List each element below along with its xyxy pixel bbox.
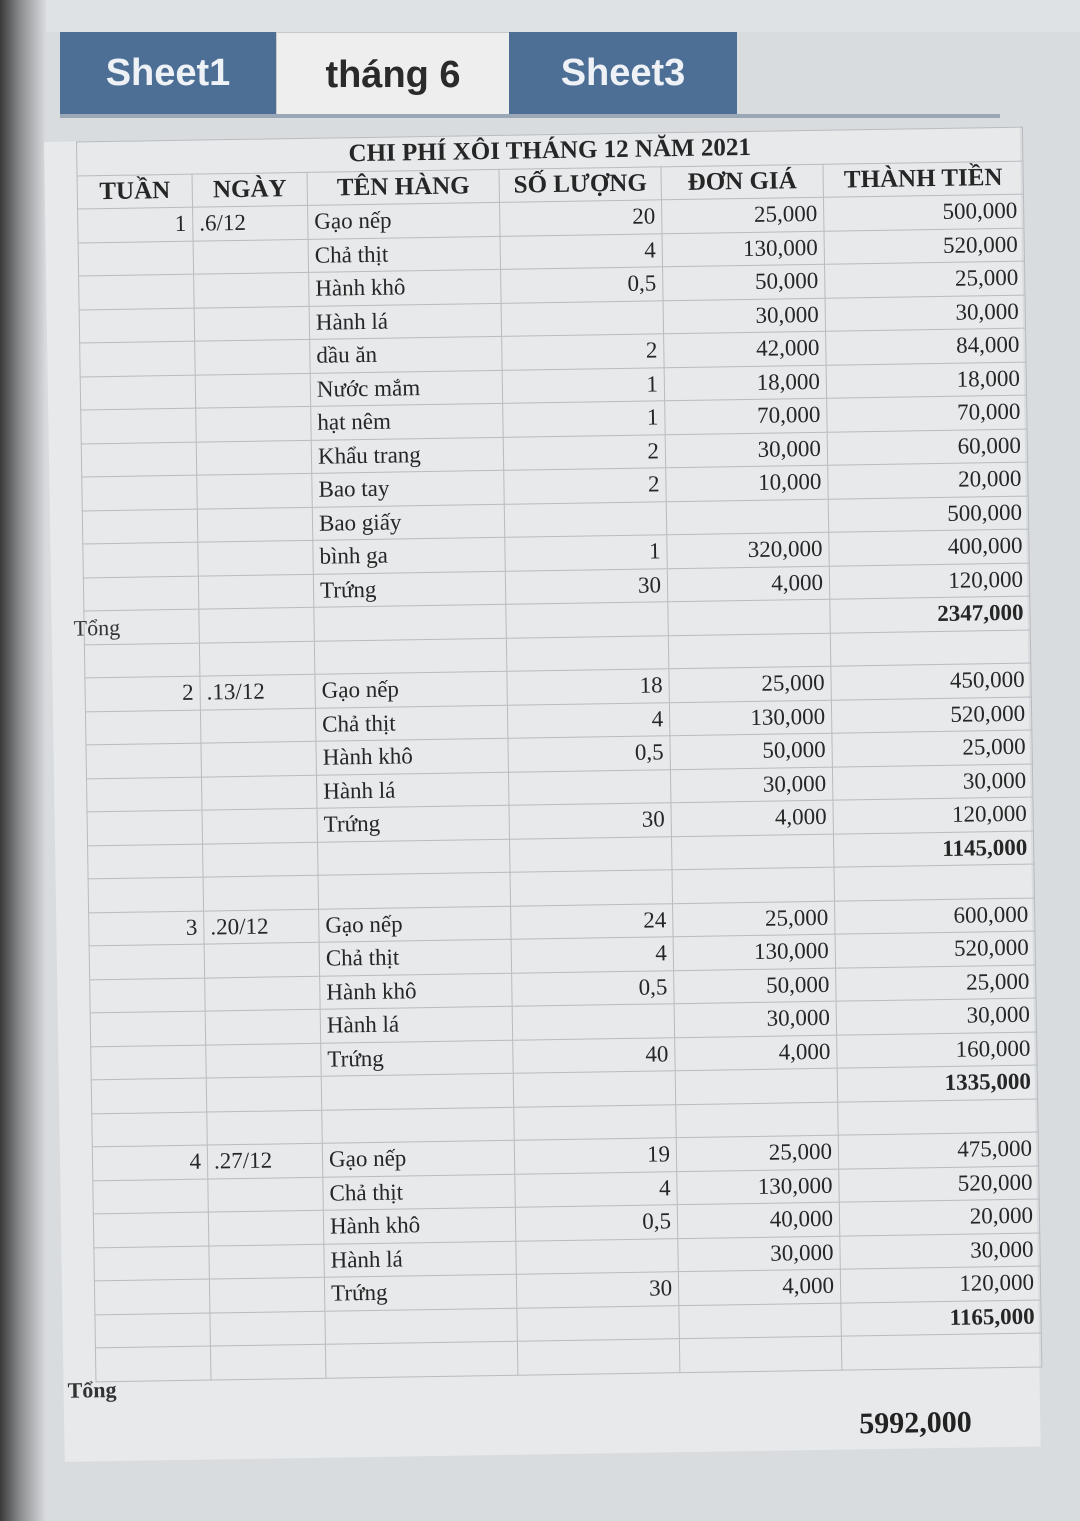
empty-cell[interactable] — [517, 1305, 680, 1341]
empty-cell[interactable] — [318, 872, 511, 909]
header-don-gia[interactable]: ĐƠN GIÁ — [661, 164, 824, 200]
quantity-cell[interactable]: 30 — [516, 1272, 679, 1308]
quantity-cell[interactable]: 1 — [502, 367, 665, 403]
quantity-cell[interactable] — [501, 300, 664, 336]
quantity-cell[interactable]: 1 — [503, 401, 666, 437]
empty-cell[interactable] — [676, 1102, 839, 1138]
empty-cell[interactable] — [199, 607, 315, 642]
unit-price-cell[interactable]: 42,000 — [664, 331, 827, 367]
unit-price-cell[interactable]: 130,000 — [669, 700, 832, 736]
amount-cell[interactable]: 600,000 — [835, 898, 1036, 935]
expense-table — [76, 127, 1042, 1382]
week-number-cell[interactable] — [93, 1179, 209, 1214]
quantity-cell[interactable]: 2 — [502, 334, 665, 370]
quantity-cell[interactable]: 4 — [511, 937, 674, 973]
amount-cell[interactable]: 400,000 — [829, 529, 1030, 566]
unit-price-cell[interactable]: 130,000 — [677, 1169, 840, 1205]
quantity-cell[interactable]: 18 — [507, 669, 670, 705]
unit-price-cell[interactable]: 25,000 — [661, 197, 824, 233]
sheet-title[interactable]: CHI PHÍ XÔI THÁNG 12 NĂM 2021 — [77, 127, 1023, 175]
quantity-cell[interactable]: 30 — [505, 568, 668, 604]
item-name-cell[interactable]: Gạo nếp — [319, 906, 512, 943]
quantity-cell[interactable]: 4 — [515, 1171, 678, 1207]
empty-cell[interactable] — [325, 1308, 518, 1345]
empty-cell[interactable] — [95, 1313, 211, 1348]
empty-cell[interactable] — [671, 834, 834, 870]
week-number-cell[interactable] — [83, 576, 199, 611]
amount-cell[interactable]: 84,000 — [826, 328, 1027, 365]
date-cell[interactable] — [195, 373, 311, 408]
item-name-cell[interactable]: Chả thịt — [315, 705, 508, 742]
date-cell[interactable] — [202, 808, 318, 843]
item-name-cell[interactable]: Hành lá — [324, 1241, 517, 1278]
sheet-tabs — [60, 32, 1060, 116]
quantity-cell[interactable]: 4 — [500, 233, 663, 269]
header-ten-hang[interactable]: TÊN HÀNG — [307, 169, 500, 206]
amount-cell[interactable]: 20,000 — [828, 462, 1029, 499]
empty-cell[interactable] — [325, 1341, 518, 1378]
quantity-cell[interactable] — [508, 769, 671, 805]
date-cell[interactable] — [197, 473, 313, 508]
empty-cell[interactable] — [314, 604, 507, 641]
empty-cell[interactable] — [506, 602, 669, 638]
amount-cell[interactable]: 25,000 — [832, 730, 1033, 767]
quantity-cell[interactable] — [504, 501, 667, 537]
unit-price-cell[interactable]: 50,000 — [663, 264, 826, 300]
date-cell[interactable] — [193, 239, 309, 274]
item-name-cell[interactable]: Khẩu trang — [311, 437, 504, 474]
unit-price-cell[interactable]: 40,000 — [677, 1202, 840, 1238]
unit-price-cell[interactable]: 25,000 — [676, 1135, 839, 1171]
week-number-cell[interactable] — [93, 1212, 209, 1247]
item-name-cell[interactable]: Hành lá — [316, 772, 509, 809]
item-name-cell[interactable]: hạt nêm — [311, 403, 504, 440]
item-name-cell[interactable]: Chả thịt — [319, 939, 512, 976]
empty-cell[interactable] — [668, 633, 831, 669]
top-bar — [46, 0, 1080, 32]
quantity-cell[interactable]: 0,5 — [512, 970, 675, 1006]
quantity-cell[interactable]: 0,5 — [515, 1205, 678, 1241]
unit-price-cell[interactable]: 25,000 — [673, 901, 836, 937]
item-name-cell[interactable]: Trứng — [321, 1040, 514, 1077]
item-name-cell[interactable]: Gạo nếp — [322, 1140, 515, 1177]
amount-cell[interactable]: 20,000 — [839, 1199, 1040, 1236]
unit-price-cell[interactable]: 18,000 — [664, 365, 827, 401]
empty-cell[interactable] — [841, 1333, 1042, 1370]
header-ngay[interactable]: NGÀY — [192, 172, 308, 207]
amount-cell[interactable]: 30,000 — [836, 998, 1037, 1035]
quantity-cell[interactable]: 1 — [505, 535, 668, 571]
date-cell[interactable] — [205, 976, 321, 1011]
empty-cell[interactable] — [513, 1071, 676, 1107]
quantity-cell[interactable] — [512, 1004, 675, 1040]
empty-cell[interactable] — [207, 1110, 323, 1145]
week-number-cell[interactable] — [94, 1246, 210, 1281]
week1-total-label: Tổng — [73, 614, 121, 641]
week-number-cell[interactable] — [82, 475, 198, 510]
empty-cell[interactable] — [672, 867, 835, 903]
amount-cell[interactable]: 500,000 — [823, 194, 1024, 231]
week-subtotal-cell[interactable]: 1145,000 — [833, 831, 1034, 868]
empty-cell[interactable] — [668, 599, 831, 635]
quantity-cell[interactable]: 30 — [509, 803, 672, 839]
amount-cell[interactable]: 25,000 — [825, 261, 1026, 298]
week-number-cell[interactable] — [87, 810, 203, 845]
empty-cell[interactable] — [199, 641, 315, 676]
date-cell[interactable] — [206, 1043, 322, 1078]
date-cell[interactable] — [196, 406, 312, 441]
week-subtotal-cell[interactable]: 1165,000 — [841, 1299, 1042, 1336]
amount-cell[interactable]: 60,000 — [827, 429, 1028, 466]
empty-cell[interactable] — [517, 1339, 680, 1375]
unit-price-cell[interactable]: 320,000 — [667, 532, 830, 568]
empty-cell[interactable] — [510, 836, 673, 872]
unit-price-cell[interactable]: 70,000 — [665, 398, 828, 434]
date-cell[interactable] — [205, 1009, 321, 1044]
empty-cell[interactable] — [318, 839, 511, 876]
week-number-cell[interactable] — [81, 442, 197, 477]
amount-cell[interactable]: 160,000 — [837, 1032, 1038, 1069]
amount-cell[interactable]: 520,000 — [824, 228, 1025, 265]
unit-price-cell[interactable]: 30,000 — [670, 767, 833, 803]
device-bezel — [0, 0, 46, 1521]
tab-bar-underline — [60, 114, 1000, 118]
unit-price-cell[interactable] — [666, 499, 829, 535]
item-name-cell[interactable]: Nước mắm — [310, 370, 503, 407]
week-number-cell[interactable] — [86, 743, 202, 778]
week-number-cell[interactable] — [94, 1279, 210, 1314]
amount-cell[interactable]: 520,000 — [839, 1166, 1040, 1203]
empty-cell[interactable] — [834, 864, 1035, 901]
empty-cell[interactable] — [210, 1344, 326, 1379]
unit-price-cell[interactable]: 30,000 — [674, 1001, 837, 1037]
week-number-cell[interactable]: 3 — [89, 911, 205, 946]
empty-cell[interactable] — [679, 1303, 842, 1339]
empty-cell[interactable] — [88, 844, 204, 879]
week-number-cell[interactable]: 1 — [78, 207, 194, 242]
amount-cell[interactable]: 70,000 — [827, 395, 1028, 432]
date-cell[interactable]: .13/12 — [200, 674, 316, 709]
unit-price-cell[interactable]: 30,000 — [678, 1236, 841, 1272]
date-cell[interactable] — [198, 574, 314, 609]
amount-cell[interactable]: 520,000 — [835, 931, 1036, 968]
date-cell[interactable] — [195, 339, 311, 374]
item-name-cell[interactable]: Hành lá — [309, 303, 502, 340]
quantity-cell[interactable]: 0,5 — [508, 736, 671, 772]
item-name-cell[interactable]: Bao giấy — [312, 504, 505, 541]
item-name-cell[interactable]: Hành khô — [316, 738, 509, 775]
empty-cell[interactable] — [203, 842, 319, 877]
date-cell[interactable] — [208, 1177, 324, 1212]
empty-cell[interactable] — [84, 643, 200, 678]
week-number-cell[interactable] — [80, 341, 196, 376]
week-number-cell[interactable] — [81, 408, 197, 443]
empty-cell[interactable] — [506, 635, 669, 671]
quantity-cell[interactable] — [516, 1238, 679, 1274]
unit-price-cell[interactable]: 50,000 — [670, 733, 833, 769]
header-tuan[interactable]: TUẦN — [77, 174, 193, 209]
empty-cell[interactable] — [322, 1107, 515, 1144]
week-number-cell[interactable] — [82, 509, 198, 544]
week-subtotal-cell[interactable]: 2347,000 — [830, 596, 1031, 633]
amount-cell[interactable]: 500,000 — [828, 496, 1029, 533]
week-number-cell[interactable] — [78, 241, 194, 276]
grand-total-label: Tổng — [67, 1377, 117, 1403]
date-cell[interactable] — [209, 1244, 325, 1279]
empty-cell[interactable] — [314, 638, 507, 675]
empty-cell[interactable] — [210, 1311, 326, 1346]
unit-price-cell[interactable]: 10,000 — [666, 465, 829, 501]
empty-cell[interactable] — [510, 870, 673, 906]
date-cell[interactable]: .20/12 — [204, 909, 320, 944]
amount-cell[interactable]: 25,000 — [836, 965, 1037, 1002]
header-so-luong[interactable]: SỐ LƯỢNG — [499, 166, 662, 202]
empty-cell[interactable] — [92, 1112, 208, 1147]
empty-cell[interactable] — [838, 1099, 1039, 1136]
empty-cell[interactable] — [88, 877, 204, 912]
date-cell[interactable] — [197, 507, 313, 542]
unit-price-cell[interactable]: 4,000 — [678, 1269, 841, 1305]
date-cell[interactable] — [198, 540, 314, 575]
unit-price-cell[interactable]: 30,000 — [663, 298, 826, 334]
amount-cell[interactable]: 30,000 — [840, 1232, 1041, 1269]
week-number-cell[interactable] — [90, 1011, 206, 1046]
item-name-cell[interactable]: dầu ăn — [310, 336, 503, 373]
week-number-cell[interactable] — [80, 375, 196, 410]
tab-sheet3[interactable]: Sheet3 — [509, 32, 737, 114]
week-number-cell[interactable] — [79, 308, 195, 343]
item-name-cell[interactable]: Hành khô — [323, 1207, 516, 1244]
empty-cell[interactable] — [514, 1104, 677, 1140]
empty-cell[interactable] — [321, 1073, 514, 1110]
date-cell[interactable] — [196, 440, 312, 475]
unit-price-cell[interactable]: 130,000 — [673, 934, 836, 970]
week-number-cell[interactable] — [85, 710, 201, 745]
week-number-cell[interactable]: 4 — [92, 1145, 208, 1180]
quantity-cell[interactable]: 40 — [513, 1037, 676, 1073]
quantity-cell[interactable]: 24 — [511, 903, 674, 939]
grand-total-value: 5992,000 — [858, 1405, 972, 1441]
empty-cell[interactable] — [203, 875, 319, 910]
date-cell[interactable] — [201, 775, 317, 810]
unit-price-cell[interactable]: 30,000 — [665, 432, 828, 468]
item-name-cell[interactable]: Hành khô — [309, 269, 502, 306]
empty-cell[interactable] — [675, 1068, 838, 1104]
empty-cell[interactable] — [830, 630, 1031, 667]
amount-cell[interactable]: 30,000 — [825, 295, 1026, 332]
spreadsheet — [44, 127, 1041, 1462]
quantity-cell[interactable]: 4 — [507, 702, 670, 738]
week-subtotal-cell[interactable]: 1335,000 — [837, 1065, 1038, 1102]
quantity-cell[interactable]: 2 — [504, 468, 667, 504]
date-cell[interactable] — [200, 708, 316, 743]
amount-cell[interactable]: 450,000 — [831, 663, 1032, 700]
date-cell[interactable]: .6/12 — [193, 205, 309, 240]
date-cell[interactable] — [194, 306, 310, 341]
week-number-cell[interactable] — [79, 274, 195, 309]
unit-price-cell[interactable]: 4,000 — [667, 566, 830, 602]
item-name-cell[interactable]: Trứng — [313, 571, 506, 608]
unit-price-cell[interactable]: 4,000 — [671, 800, 834, 836]
item-name-cell[interactable]: Trứng — [317, 805, 510, 842]
date-cell[interactable] — [201, 741, 317, 776]
unit-price-cell[interactable]: 25,000 — [669, 666, 832, 702]
amount-cell[interactable]: 475,000 — [838, 1132, 1039, 1169]
amount-cell[interactable]: 120,000 — [829, 563, 1030, 600]
unit-price-cell[interactable]: 130,000 — [662, 231, 825, 267]
item-name-cell[interactable]: Hành lá — [320, 1006, 513, 1043]
week-number-cell[interactable]: 2 — [85, 676, 201, 711]
header-thanh-tien[interactable]: THÀNH TIỀN — [823, 161, 1024, 198]
empty-cell[interactable] — [679, 1336, 842, 1372]
amount-cell[interactable]: 520,000 — [831, 697, 1032, 734]
item-name-cell[interactable]: Gạo nếp — [308, 202, 501, 239]
empty-cell[interactable] — [91, 1078, 207, 1113]
amount-cell[interactable]: 120,000 — [833, 797, 1034, 834]
amount-cell[interactable]: 30,000 — [832, 764, 1033, 801]
date-cell[interactable] — [208, 1210, 324, 1245]
item-name-cell[interactable]: bình ga — [313, 537, 506, 574]
date-cell[interactable] — [204, 942, 320, 977]
empty-cell[interactable] — [95, 1346, 211, 1381]
quantity-cell[interactable]: 0,5 — [501, 267, 664, 303]
quantity-cell[interactable]: 20 — [500, 200, 663, 236]
item-name-cell[interactable]: Chả thịt — [308, 236, 501, 273]
tab-sheet1[interactable]: Sheet1 — [60, 32, 276, 114]
item-name-cell[interactable]: Bao tay — [312, 470, 505, 507]
date-cell[interactable] — [194, 272, 310, 307]
unit-price-cell[interactable]: 50,000 — [674, 968, 837, 1004]
amount-cell[interactable]: 18,000 — [826, 362, 1027, 399]
item-name-cell[interactable]: Trứng — [324, 1274, 517, 1311]
date-cell[interactable]: .27/12 — [207, 1143, 323, 1178]
item-name-cell[interactable]: Hành khô — [320, 973, 513, 1010]
amount-cell[interactable]: 120,000 — [840, 1266, 1041, 1303]
date-cell[interactable] — [209, 1277, 325, 1312]
unit-price-cell[interactable]: 4,000 — [675, 1035, 838, 1071]
quantity-cell[interactable]: 19 — [514, 1138, 677, 1174]
quantity-cell[interactable]: 2 — [503, 434, 666, 470]
tab-thang-6[interactable]: tháng 6 — [276, 32, 510, 117]
week-number-cell[interactable] — [90, 978, 206, 1013]
item-name-cell[interactable]: Chả thịt — [323, 1174, 516, 1211]
week-number-cell[interactable] — [87, 777, 203, 812]
item-name-cell[interactable]: Gạo nếp — [315, 671, 508, 708]
empty-cell[interactable] — [206, 1076, 322, 1111]
week-number-cell[interactable] — [89, 944, 205, 979]
week-number-cell[interactable] — [91, 1045, 207, 1080]
week-number-cell[interactable] — [83, 542, 199, 577]
